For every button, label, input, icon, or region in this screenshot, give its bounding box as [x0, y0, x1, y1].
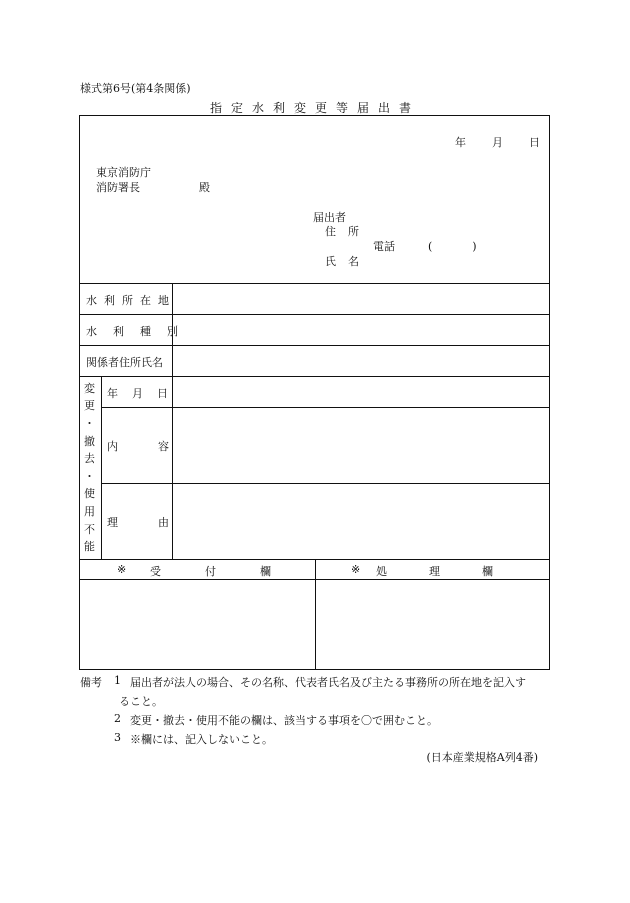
form-title: 指定水利変更等届出書	[209, 101, 420, 115]
type-label: 水利種別	[86, 325, 194, 338]
content-label: 内容	[107, 440, 209, 453]
form-number: 様式第6号(第4条関係)	[80, 82, 191, 95]
bottom-split-line	[315, 559, 316, 669]
reason-label: 理由	[107, 516, 209, 529]
applicant-label: 届出者	[313, 211, 346, 224]
divider-type	[80, 345, 549, 346]
honorific: 殿	[199, 181, 210, 194]
month-label: 月	[492, 136, 503, 149]
group-column-line	[101, 376, 102, 559]
location-label: 水利所在地	[86, 294, 176, 307]
divider-header	[80, 283, 549, 284]
reception-header: 受付欄	[150, 565, 315, 578]
note-1-text: 届出者が法人の場合、その名称、代表者氏名及び主たる事務所の所在地を記入す	[130, 676, 526, 689]
change-group-label: 変 更 ・ 撤 去 ・ 使 用 不 能	[84, 381, 95, 554]
note-1-continuation: ること。	[119, 695, 163, 708]
note-2-number: 2	[114, 712, 121, 725]
divider-content	[101, 483, 549, 484]
date-fields	[455, 134, 540, 150]
divider-location	[80, 314, 549, 315]
address-label: 住所	[325, 225, 371, 238]
related-party-label: 関係者住所氏名	[86, 356, 163, 369]
day-label: 日	[529, 136, 540, 149]
note-1-number: 1	[114, 674, 121, 687]
divider-related	[80, 376, 549, 377]
year-label: 年	[455, 136, 466, 149]
reception-mark: ※	[117, 563, 127, 576]
notes-heading: 備考	[80, 676, 102, 689]
name-label: 氏名	[325, 255, 371, 268]
change-date-label: 年月日	[107, 387, 182, 400]
phone-parens: ( )	[428, 240, 483, 253]
phone-label: 電話	[373, 240, 395, 253]
note-3-text: ※欄には、記入しないこと。	[130, 733, 273, 746]
processing-header: 処理欄	[376, 565, 535, 578]
standard-citation: (日本産業規格A列4番)	[426, 751, 538, 764]
addressee-title: 消防署長	[96, 181, 140, 194]
note-2-text: 変更・撤去・使用不能の欄は、該当する事項を〇で囲むこと。	[130, 714, 438, 727]
addressee-org: 東京消防庁	[96, 166, 151, 179]
divider-date	[101, 407, 549, 408]
note-3-number: 3	[114, 731, 121, 744]
processing-mark: ※	[351, 563, 361, 576]
